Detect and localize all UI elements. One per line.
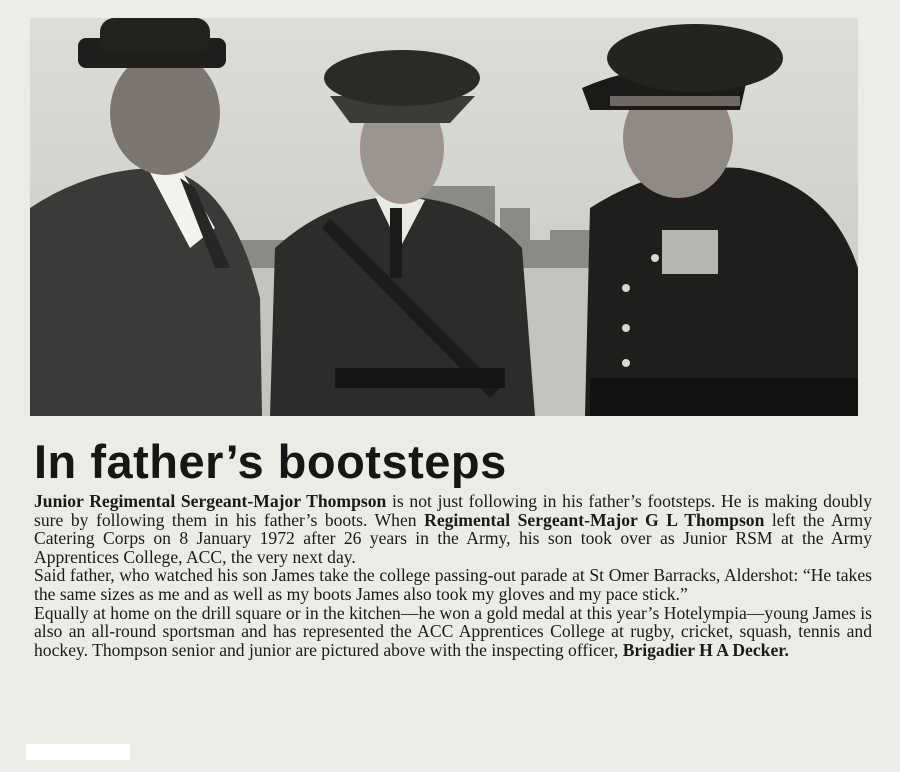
paragraph-text: Equally at home on the drill square or in the kitchen—he won a gold medal at this year’s Hotelympia—young James is also an all-round sportsman and has represented the ACC Apprentices College at rugby, cricket, squash, tennis and hockey. Thompson senior and junior are pictured above with the inspecting officer, xyxy=(34,602,872,660)
headline: In father’s bootsteps xyxy=(34,435,507,488)
bold-name-text: Junior Regimental Sergeant-Major Thompson xyxy=(34,491,387,511)
article-body xyxy=(34,492,872,659)
paragraph-text: Said father, who watched his son James take the college passing-out parade at St Omer Barracks, Aldershot: “He takes the same sizes as me and as well as my boots James also took my gloves and my pace stick.” xyxy=(34,565,872,604)
paper-edge-scrap xyxy=(26,744,130,760)
bold-name-text: Regimental Sergeant-Major G L Thompson xyxy=(424,509,765,530)
article-paragraph xyxy=(34,566,872,603)
bold-name-text: Brigadier H A Decker. xyxy=(622,639,789,660)
article-photo xyxy=(30,18,858,416)
paragraph-text: left the Army Catering Corps on 8 January 1972 after 26 years in the Army, his son took over as Junior RSM at the Army Apprentices College, ACC, the very next day. xyxy=(34,509,872,567)
article-paragraph xyxy=(34,604,872,660)
photo-three-men xyxy=(30,18,858,416)
paragraph-text: is not just following in his father’s footsteps. He is making doubly sure by following them in his father’s boots. When xyxy=(34,491,872,530)
article-paragraph xyxy=(34,492,872,566)
